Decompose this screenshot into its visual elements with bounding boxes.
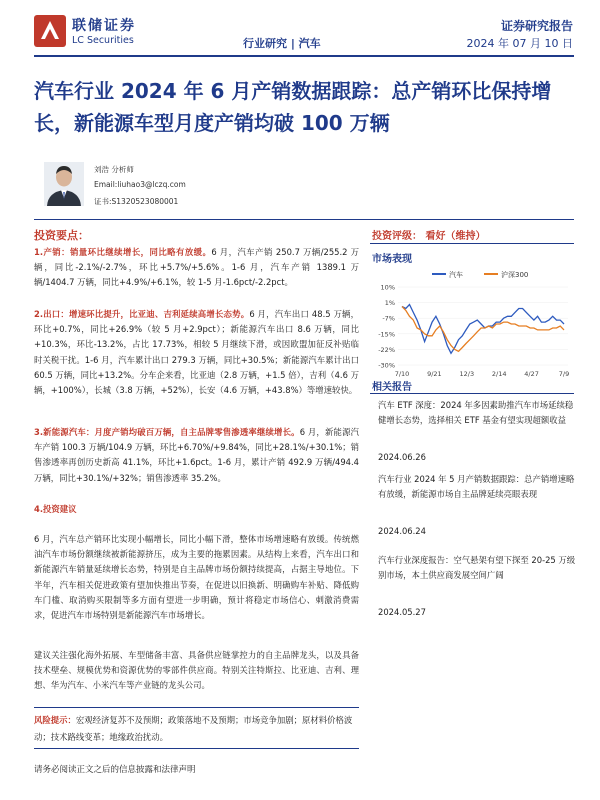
logo-mark-icon xyxy=(34,15,66,47)
analyst-block xyxy=(30,160,330,210)
related-report-2-date: 2024.06.24 xyxy=(378,526,426,536)
point-2-head: 2.出口：增速环比提升，比亚迪、吉利延续高增长态势。 xyxy=(34,309,250,319)
x-tick-label: 12/3 xyxy=(459,370,475,378)
point-4-para-1: 6 月，汽车总产销环比实现小幅增长，同比小幅下滑，整体市场增速略有放缓。传统燃油汽车市场份额继续被新能源挤压，成为主要的拖累因素。从结构上来看，汽车出口和新能源汽车销量延续增长态势，特别是自主品牌市场份额持续提高，占据主导地位。下半年，汽车相关促进政策有望加快推出节奏，在促进以旧换新、明确购车补贴、降低购车门槛、取消购买限制等多方面有望进一步明确，预计将稳定市场信心、刺激消费需求，促进汽车市场特别是新能源汽车市场增长。 xyxy=(34,534,359,621)
logo-en: LC Securities xyxy=(72,35,134,46)
x-tick-label: 7/9 xyxy=(558,370,570,378)
page-title: 汽车行业 2024 年 6 月产销数据跟踪：总产销环比保持增长，新能源车型月度产销均破 100 万辆 xyxy=(34,79,552,135)
related-report-1[interactable]: 汽车 ETF 深度：2024 年多因素助推汽车市场延续稳健增长态势，选择相关 ETF 基金有望实现超额收益 xyxy=(378,400,574,425)
market-performance-chart xyxy=(370,265,575,385)
point-3-body: 6 月，新能源汽车产销 100.3 万辆/104.9 万辆，环比+6.70%/+9.84%，同比+28.1%/+30.1%；销售渗透率再创历史新高 41.1%，环比+1.6pct。1-6 月，累计产销 492.9 万辆/494.4 万辆，同比+30.1%/+32%；销售渗透率 35.2%。 xyxy=(34,427,359,483)
y-tick-label: -22% xyxy=(378,345,395,354)
x-tick-label: 4/27 xyxy=(524,370,539,378)
rating-divider xyxy=(370,243,574,244)
analyst-cert: 证书:S1320523080001 xyxy=(94,197,179,206)
point-1 xyxy=(34,245,359,291)
point-4-head: 4.投资建议 xyxy=(34,504,77,514)
risk-warning xyxy=(34,712,364,746)
y-tick-label: -30% xyxy=(378,361,395,370)
y-tick-label: -15% xyxy=(378,330,395,339)
risk-label: 风险提示： xyxy=(34,715,76,725)
related-report-3[interactable]: 汽车行业深度报告：空气悬架有望下探至 20-25 万级别市场，本土供应商发展空间广阔 xyxy=(378,555,576,580)
report-type: 证券研究报告 xyxy=(500,19,573,33)
analyst-name: 刘浩 分析师 xyxy=(94,165,134,174)
related-report-2[interactable]: 汽车行业 2024 年 5 月产销数据跟踪：总产销增速略有放缓，新能源市场自主品牌延续亮眼表现 xyxy=(378,474,575,499)
risk-text: 宏观经济复苏不及预期；政策落地不及预期；市场竞争加剧；原材料价格波动；技术路线变革；地缘政治扰动。 xyxy=(34,715,353,742)
point-2-body: 6 月，汽车出口 48.5 万辆，环比+0.7%，同比+26.9%（较 5 月+2.9pct）；新能源汽车出口 8.6 万辆，同比+10.3%，环比-13.2%，占比 17.73%，相较 5 月继续下滑，或因欧盟加征反补贴临时关税干扰。1-6 月，汽车累计出口 279.3 万辆，同比+30.5%；新能源汽车累计出口 60.5 万辆，同比+13.2%。分车企来看，比亚迪（2.8 万辆，+1.5 倍），吉利（4.6 万辆，+100%），长城（3.8 万辆，+52%），长安（4.6 万辆，+43.8%）等增速较快。 xyxy=(34,309,359,396)
investment-rating: 投资评级： 看好（维持） xyxy=(372,231,486,242)
point-3-head: 3.新能源汽车：月度产销均破百万辆，自主品牌零售渗透率继续增长。 xyxy=(34,427,300,437)
logo-cn: 联储证券 xyxy=(72,18,136,34)
y-tick-label: 10% xyxy=(380,283,395,292)
legend-label-0: 汽车 xyxy=(449,271,463,279)
point-2 xyxy=(34,307,359,398)
point-3 xyxy=(34,425,359,486)
company-logo xyxy=(34,13,154,53)
header-rule xyxy=(34,55,574,57)
x-tick-label: 9/21 xyxy=(427,370,442,378)
point-4-para-2: 建议关注强化海外拓展、车型储备丰富、具备供应链掌控力的自主品牌龙头，以及具备技术壁垒、规模优势和资源优势的零部件供应商。特别关注特斯拉、比亚迪、吉利、理想、华为汽车、小米汽车等产业链的龙头公司。 xyxy=(34,650,359,691)
market-performance-title: 市场表现 xyxy=(372,254,412,265)
series-line-0 xyxy=(402,305,564,354)
report-date: 2024 年 07 月 10 日 xyxy=(466,37,573,50)
disclaimer-footer[interactable]: 请务必阅读正文之后的信息披露和法律声明 xyxy=(34,765,196,775)
analyst-avatar xyxy=(44,162,84,206)
investment-points-title: 投资要点： xyxy=(34,229,89,242)
page-header xyxy=(0,0,600,60)
related-report-1-date: 2024.06.26 xyxy=(378,452,426,462)
related-reports-title: 相关报告 xyxy=(372,382,412,393)
y-tick-label: 1% xyxy=(384,299,395,308)
section-divider xyxy=(34,219,574,220)
x-tick-label: 2/14 xyxy=(491,370,507,378)
report-category: 行业研究 | 汽车 xyxy=(243,37,321,50)
x-tick-label: 7/10 xyxy=(394,370,410,378)
legend-label-1: 沪深300 xyxy=(501,271,529,279)
analyst-email[interactable]: Email:liuhao3@lczq.com xyxy=(94,180,186,189)
related-divider xyxy=(370,393,574,394)
related-report-3-date: 2024.05.27 xyxy=(378,607,426,617)
risk-divider-bottom xyxy=(34,748,359,749)
point-1-head: 1.产销：销量环比继续增长，同比略有放缓。 xyxy=(34,247,212,257)
risk-divider-top xyxy=(34,707,359,708)
series-line-1 xyxy=(402,307,564,352)
y-tick-label: -7% xyxy=(382,314,395,323)
point-1-body: 6 月，汽车产销 250.7 万辆/255.2 万辆，同比-2.1%/-2.7%，环比+5.7%/+5.6%。1-6 月，汽车产销 1389.1 万辆/1404.7 万辆，同比+4.9%/+6.1%，较 1-5 月-1.6pct/-2.2pct。 xyxy=(34,247,359,288)
